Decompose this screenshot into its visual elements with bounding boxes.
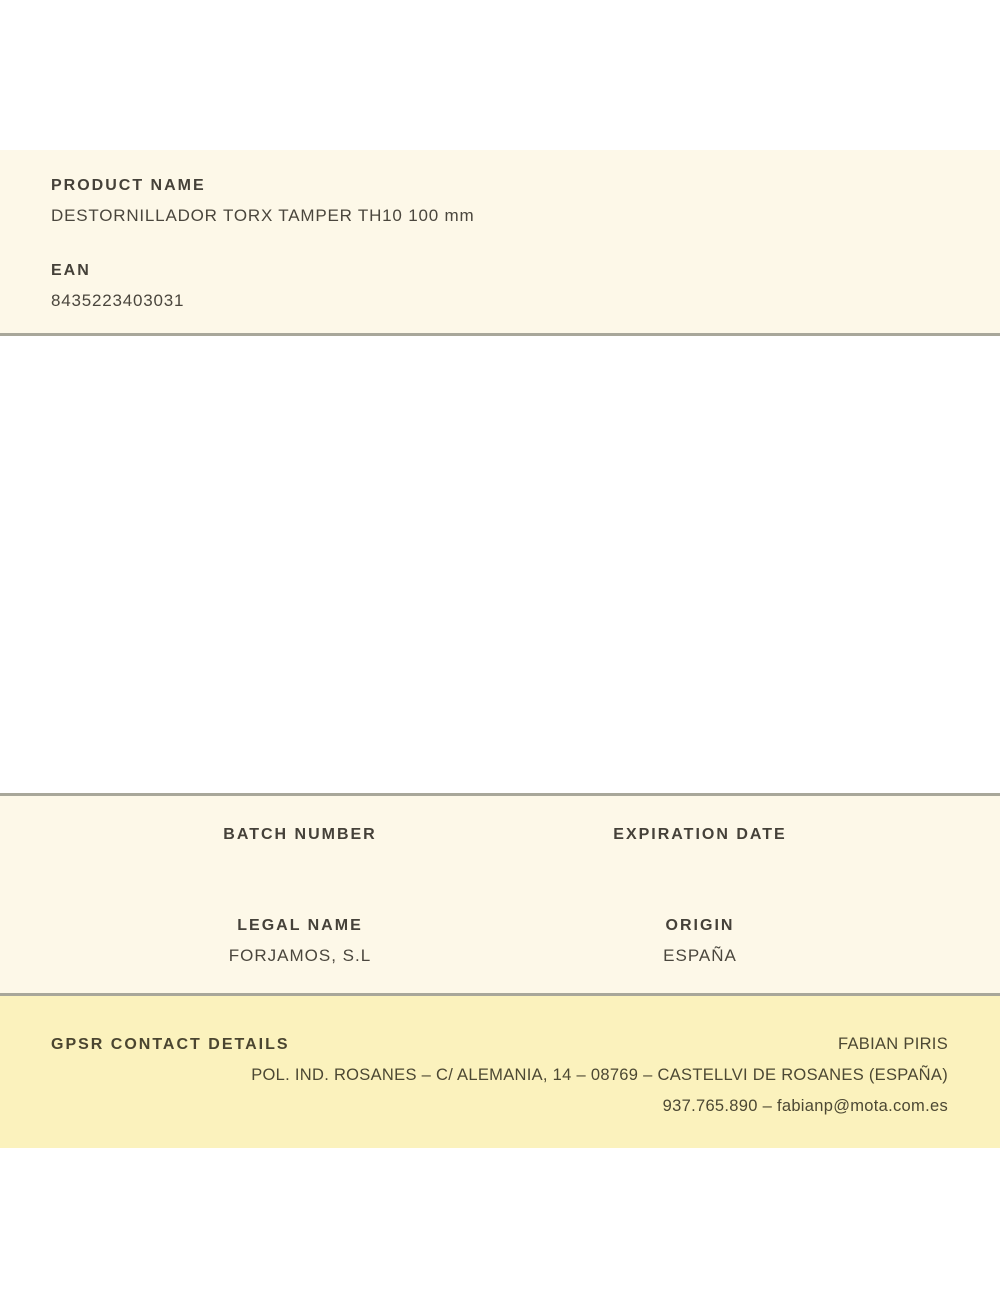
legal-name-field	[100, 916, 500, 967]
gpsr-contact-section	[0, 993, 1000, 1148]
product-name-value: DESTORNILLADOR TORX TAMPER TH10 100 mm	[51, 206, 475, 226]
batch-number-label: BATCH NUMBER	[223, 826, 377, 843]
product-name-field	[51, 176, 949, 227]
product-info-section	[0, 150, 1000, 336]
batch-number-field	[100, 825, 500, 844]
contact-address: POL. IND. ROSANES – C/ ALEMANIA, 14 – 08769 – CASTELLVI DE ROSANES (ESPAÑA)	[251, 1065, 948, 1084]
expiration-date-label: EXPIRATION DATE	[613, 826, 787, 843]
contact-person-name: FABIAN PIRIS	[838, 1035, 948, 1053]
origin-value: ESPAÑA	[663, 946, 737, 966]
product-name-label: PRODUCT NAME	[51, 177, 206, 194]
legal-origin-row	[100, 916, 900, 967]
batch-expiration-row	[100, 825, 900, 844]
ean-field	[51, 261, 949, 312]
expiration-date-field	[500, 825, 900, 844]
gpsr-contact-details-label: GPSR CONTACT DETAILS	[51, 1036, 290, 1053]
legal-name-value: FORJAMOS, S.L	[228, 946, 372, 966]
origin-label: ORIGIN	[665, 917, 735, 935]
gpsr-header-row	[51, 1035, 948, 1055]
batch-legal-section	[0, 793, 1000, 993]
legal-name-label: LEGAL NAME	[237, 917, 363, 935]
ean-value: 8435223403031	[51, 290, 185, 310]
contact-phone-email: 937.765.890 – fabianp@mota.com.es	[662, 1096, 948, 1115]
ean-label: EAN	[51, 261, 91, 279]
origin-field	[500, 916, 900, 967]
